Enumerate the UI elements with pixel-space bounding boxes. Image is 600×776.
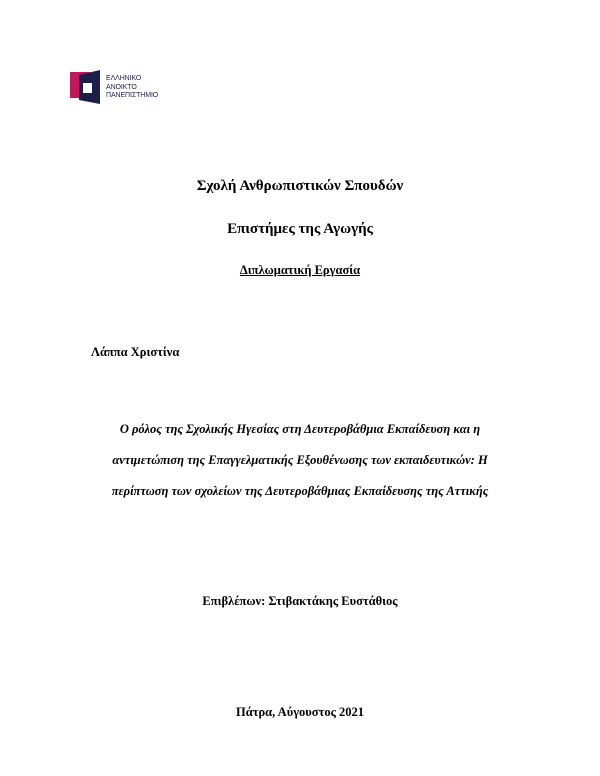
supervisor: Επιβλέπων: Στιβακτάκης Ευστάθιος [202,594,398,608]
place-and-date: Πάτρα, Αύγουστος 2021 [236,705,364,719]
university-logo-text [106,75,158,101]
school-name: Σχολή Ανθρωπιστικών Σπουδών [196,178,404,194]
thesis-title [0,414,600,507]
logo-line: ΑΝΟΙΚΤΟ [106,83,137,91]
program-name: Επιστήμες της Αγωγής [227,221,373,237]
university-logo [70,70,170,106]
university-logo-icon [70,70,104,104]
thesis-title-line: Ο ρόλος της Σχολικής Ηγεσίας στη Δευτεροβάθμια Εκπαίδευση και η [119,422,481,436]
logo-line: ΕΛΛΗΝΙΚΟ [106,75,142,82]
logo-line: ΠΑΝΕΠΙΣΤΗΜΙΟ [106,92,159,100]
author-name: Λάππα Χριστίνα [91,345,180,359]
document-type: Διπλωματική Εργασία [239,263,361,277]
thesis-title-line: αντιμετώπιση της Επαγγελματικής Εξουθένωσης των εκπαιδευτικών: Η [112,453,488,467]
thesis-title-line: περίπτωση των σχολείων της Δευτεροβάθμιας Εκπαίδευσης της Αττικής [111,484,489,498]
